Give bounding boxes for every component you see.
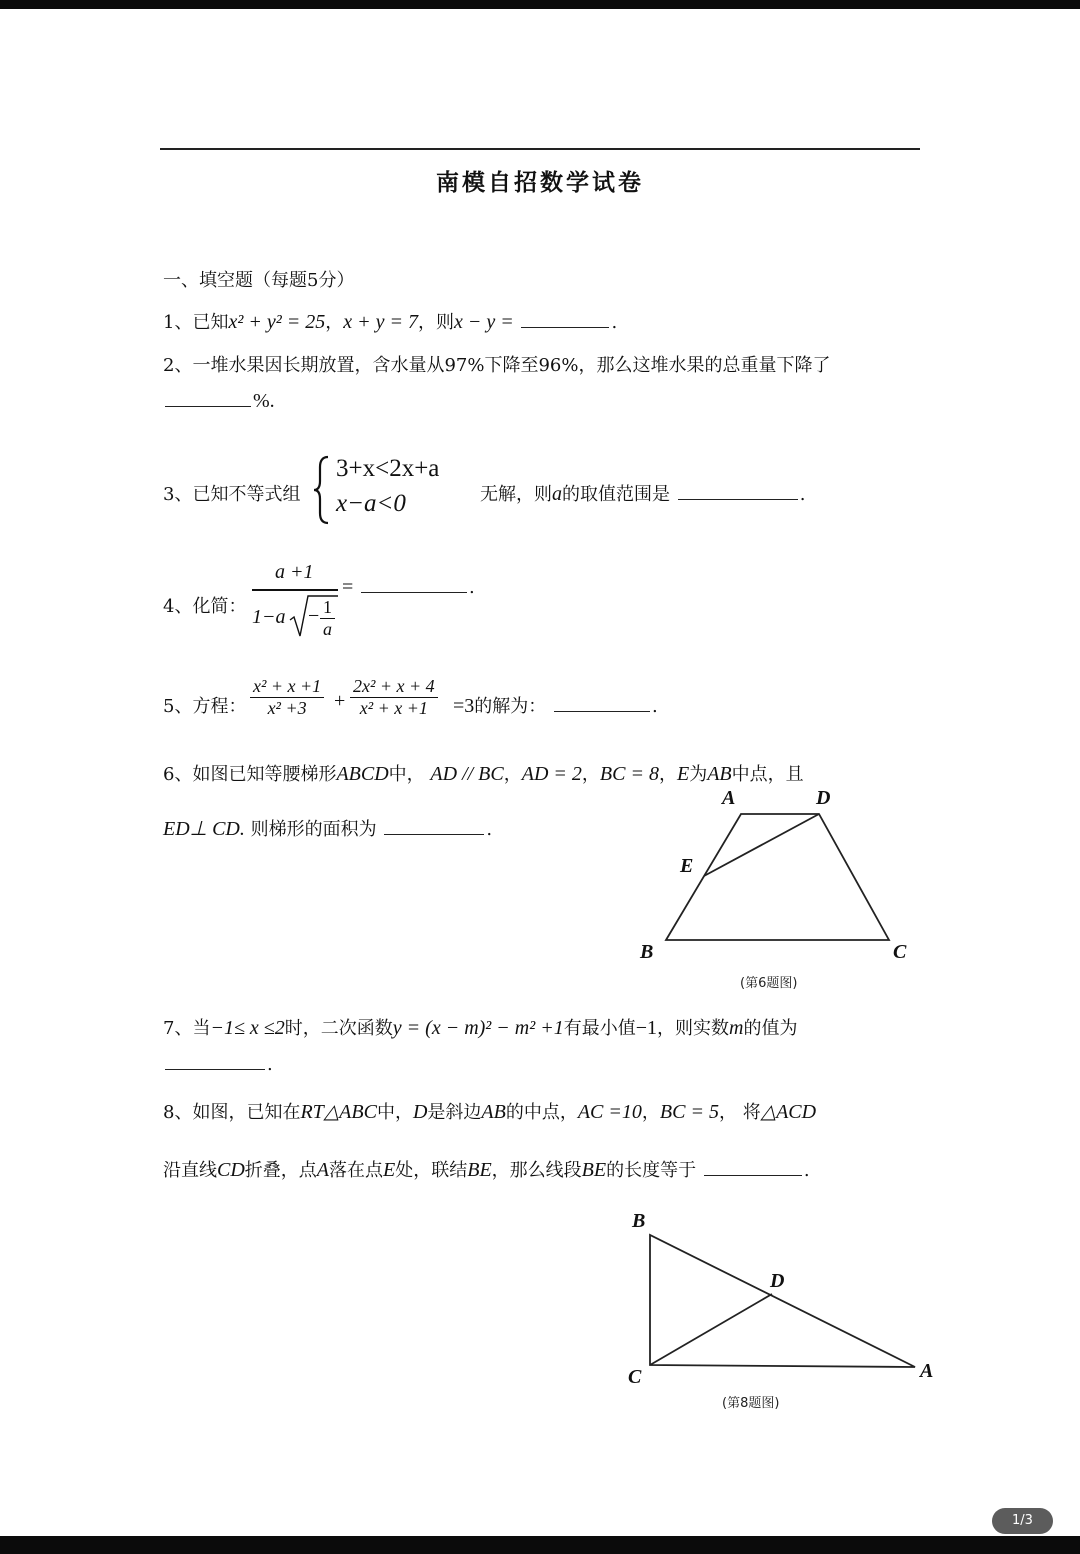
q8-bc: BC = 5	[659, 1101, 719, 1123]
q1-answer-blank[interactable]	[521, 326, 609, 328]
q3-brace	[312, 455, 332, 525]
trapezoid	[666, 814, 889, 940]
q5-fraction-2: $\frac{\text{2x² + x + 4}}{\text{x² + x +1}}$	[350, 676, 438, 719]
q1-text-2: ，则	[417, 312, 454, 333]
question-6-line-2: ED⊥ CD. 则梯形的面积为 .	[163, 818, 493, 840]
q5-text-2: 的解为：	[474, 696, 547, 717]
label-c: C	[628, 1366, 642, 1388]
q3-inequality-2: x−a<0	[336, 490, 406, 517]
q4-root-minus: −	[308, 605, 320, 627]
question-5-label	[163, 692, 246, 718]
header-rule	[160, 148, 920, 150]
q4-period: .	[469, 577, 475, 598]
q1-number: 1、	[163, 312, 193, 333]
q4-answer-blank[interactable]	[361, 591, 467, 593]
q4-fraction-bar	[252, 589, 338, 591]
label-d: D	[770, 1270, 785, 1292]
bottom-bar	[0, 1536, 1080, 1554]
q6-perp: ED⊥ CD.	[163, 818, 245, 840]
label-e: E	[680, 855, 694, 877]
q8-ac: AC =10	[577, 1101, 642, 1123]
triangle-abc	[650, 1235, 915, 1367]
question-5-tail	[453, 692, 658, 718]
q8-answer-blank[interactable]	[704, 1174, 802, 1176]
question-3-label	[163, 480, 300, 506]
question-2-line-2	[163, 390, 275, 413]
q6-answer-blank[interactable]	[384, 833, 484, 835]
q3-number: 3、	[163, 484, 193, 505]
figure-6-caption: (第6题图)	[740, 976, 798, 991]
q6-text-b: 中，	[388, 764, 425, 785]
question-6: 6、如图已知等腰梯形ABCD中， AD // BC，AD = 2，BC = 8，E为AB中点，且	[163, 763, 804, 785]
page-title: 南模自招数学试卷	[436, 170, 644, 196]
figure-8	[620, 1205, 940, 1390]
top-bar	[0, 0, 1080, 9]
question-4-tail	[342, 576, 475, 599]
page-indicator: 1/3	[992, 1508, 1053, 1534]
q7-function: y = (x − m)² − m² +1	[392, 1017, 564, 1039]
question-4-label	[163, 592, 246, 618]
label-d: D	[816, 787, 831, 809]
section-heading: 一、填空题（每题5分）	[163, 270, 355, 291]
q3-variable: a	[552, 483, 562, 505]
q1-equation-2: x + y = 7	[343, 311, 418, 333]
q5-answer-blank[interactable]	[554, 710, 650, 712]
label-b: B	[640, 941, 654, 963]
q6-text-d: 中点，且	[731, 764, 804, 785]
segment-ed	[704, 814, 819, 876]
question-3-tail	[480, 480, 805, 506]
q6-cond-2: AD = 2	[521, 763, 582, 785]
q1-period: .	[611, 312, 618, 333]
q1-text: 已知	[192, 312, 229, 333]
q4-equals: =	[342, 576, 354, 598]
label-b: B	[632, 1210, 646, 1232]
q1-separator: ，	[325, 312, 344, 333]
q5-plus: +	[334, 690, 346, 712]
q7-min-value: −1	[635, 1017, 657, 1039]
q4-numerator: a +1	[275, 561, 314, 583]
question-1	[163, 308, 617, 334]
q3-text: 已知不等式组	[192, 484, 301, 505]
q6-text-2: 则梯形的面积为	[250, 819, 377, 840]
q6-cond-1: AD // BC	[430, 763, 504, 785]
q5-equals: =3	[453, 695, 475, 717]
q6-cond-3: BC = 8	[599, 763, 659, 785]
q6-abcd: ABCD	[336, 763, 389, 785]
label-c: C	[893, 941, 907, 963]
question-8-line-2: 沿直线CD折叠，点A落在点E处，联结BE，那么线段BE的长度等于 .	[163, 1159, 810, 1181]
q3-inequality-1: 3+x<2x+a	[336, 455, 440, 482]
question-8: 8、如图，已知在RT△ABC中，D是斜边AB的中点，AC =10，BC = 5， 将△ACD	[163, 1101, 817, 1123]
figure-8-caption: (第8题图)	[722, 1396, 780, 1411]
q3-text-3: 的取值范围是	[562, 484, 670, 505]
q5-fraction-1: $\frac{\text{x² + x +1}}{\text{x² +3}}$	[250, 676, 324, 719]
question-7-line-2: .	[163, 1054, 273, 1075]
q7-m: m	[729, 1017, 744, 1039]
label-a: A	[722, 787, 736, 809]
q7-answer-blank[interactable]	[165, 1068, 265, 1070]
question-7: 7、当−1≤ x ≤2时，二次函数y = (x − m)² − m² +1有最小值−1，则实数m的值为	[163, 1017, 798, 1039]
q4-number: 4、	[163, 596, 193, 617]
q6-text: 6、如图已知等腰梯形	[163, 764, 337, 785]
q3-answer-blank[interactable]	[678, 498, 798, 500]
q4-den-prefix: 1−a	[252, 606, 286, 628]
q2-percent: %.	[253, 390, 275, 412]
q4-text: 化简：	[192, 596, 247, 617]
q5-period: .	[652, 696, 658, 717]
q5-text: 方程：	[192, 696, 247, 717]
label-a: A	[920, 1360, 934, 1382]
figure-6	[630, 780, 920, 970]
q3-text-2: 无解，则	[480, 484, 552, 505]
q5-number: 5、	[163, 696, 193, 717]
q1-equation-1: x² + y² = 25	[228, 311, 326, 333]
q8-triangle: RT△ABC	[300, 1101, 377, 1123]
q6-e: E	[676, 763, 690, 785]
q6-ab: AB	[707, 763, 732, 785]
q7-range: −1≤ x ≤2	[210, 1017, 285, 1039]
question-2: 2、一堆水果因长期放置，含水量从97%下降至96%，那么这堆水果的总重量下降了	[163, 355, 831, 376]
q1-question: x − y =	[453, 311, 514, 333]
q2-answer-blank[interactable]	[165, 405, 251, 407]
q3-period: .	[799, 484, 806, 505]
segment-cd	[650, 1294, 772, 1365]
q4-root-fraction: $\frac{1}{a}$	[320, 597, 335, 640]
